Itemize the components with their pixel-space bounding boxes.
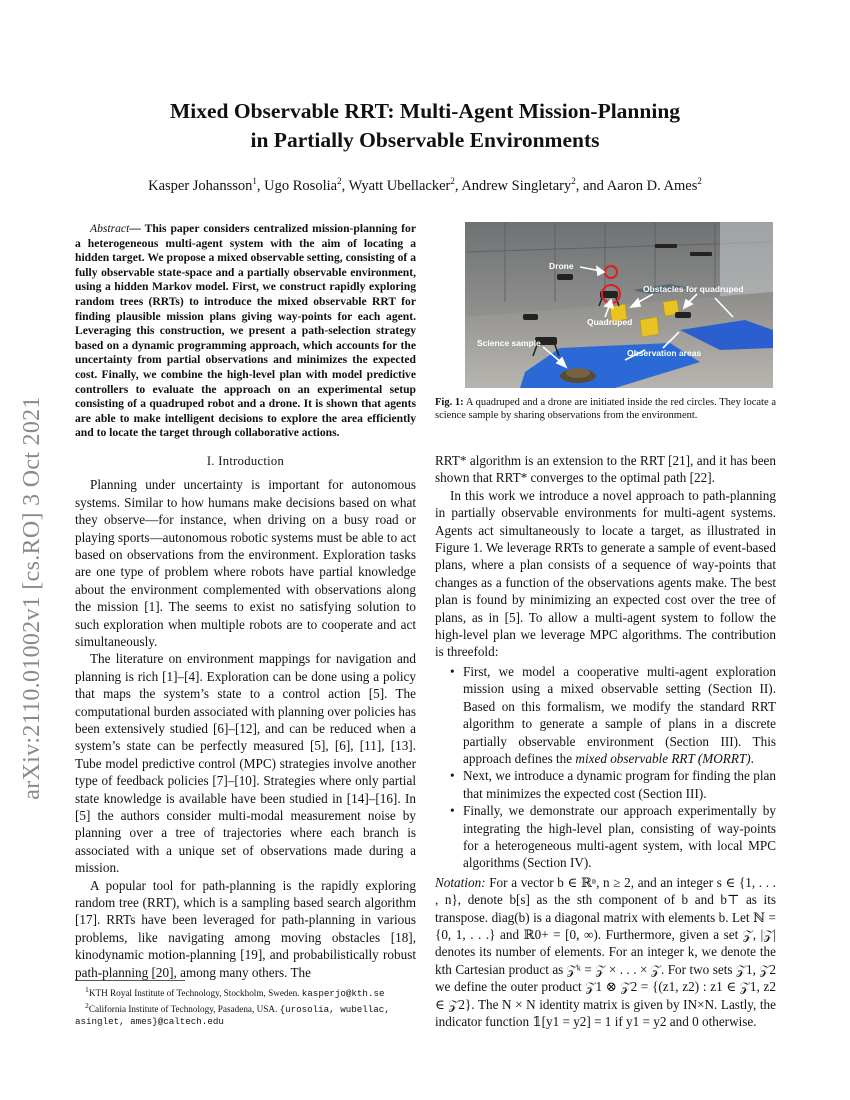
contribution-item-3: • Finally, we demonstrate our approach experimentally by integrating the high-level plan, consisting of way-points for a heterogeneous multi-agent system, with local MPC algorithms (Section IV). [450, 803, 776, 871]
bullet-icon: • [450, 768, 455, 784]
label-drone: Drone [549, 261, 574, 271]
bullet-icon: • [450, 803, 455, 819]
figure-1-illustration [465, 222, 773, 388]
label-observation-areas: Observation areas [627, 348, 702, 358]
section-heading-introduction: I. Introduction [206, 453, 285, 468]
left-column [75, 222, 416, 981]
label-obstacles: Obstacles for quadruped [643, 284, 744, 294]
contribution-item-2: • Next, we introduce a dynamic program for finding the plan that minimizes the expected cost (Section III). [450, 768, 776, 801]
label-science-sample: Science sample [477, 338, 541, 348]
figure-1-caption [435, 396, 776, 422]
notation-label: Notation: [435, 874, 486, 890]
footnote-1-email: kasperjo@kth.se [301, 988, 385, 1000]
author: Andrew Singletary$^2$, and [461, 176, 607, 194]
footnotes [75, 980, 416, 1028]
footnote-rule [75, 980, 185, 981]
bullet-icon: • [450, 663, 455, 679]
notation-paragraph [435, 874, 776, 1031]
figure-caption-label: Fig. 1: [435, 397, 464, 408]
abstract-text: — This paper considers centralized mission-planning for a heterogeneous multi-agent system with the aim of locating a hidden target. We propose a mixed observable setting, consisting of a fully observable state-space and a partially observable environment, using a hidden Markov model. First, we construct rapidly exploring random trees (RRTs) to introduce the mixed observable RRT for finding plausible mission plans giving way-points for each agent. Leveraging this construction, we present a path-selection strategy based on a dynamic programming approach, which accounts for the uncertainty from partial observations and minimizes the expected cost. Finally, we combine the high-level plan with model predictive controllers to evaluate the approach on an experimental setup consisting of a quadruped robot and a drone. It is shown that agents are able to make intelligent decisions to explore the area efficiently and to locate the target through collaborative actions. [75, 222, 416, 440]
right-column [435, 452, 776, 1030]
author: Aaron D. Ames$^2$ [606, 176, 702, 194]
intro-paragraph-1: Planning under uncertainty is important for autonomous systems. Similar to how humans make decisions based on what they observe—for instance, when driving on a busy road or playing sports—autonomous robotic systems must be able to act based on observations from the environment. Exploration tasks are one type of problem where robots have partial knowledge about the environment complemented with observations along the mission [1]. The seems to exist no satisfying solution to such exploration when multiple robots are to cooperate and act simultaneously. [75, 477, 416, 649]
right-paragraph-1: RRT* algorithm is an extension to the RRT [21], and it has been shown that RRT* converges to the optimal path [22]. [435, 453, 776, 486]
author: Wyatt Ubellacker$^2$, [348, 176, 462, 194]
footnote-1: $^1$KTH Royal Institute of Technology, Stockholm, Sweden. kasperjo@kth.se [85, 985, 385, 1000]
label-quadruped: Quadruped [587, 317, 633, 327]
intro-paragraph-3: A popular tool for path-planning is the rapidly exploring random tree (RRT), which is a sampling based search algorithm [17]. RRTs have been leveraged for path-planning in various problems, like navigating among moving obstacles [18], kinodynamic motion-planning [19], and probabilistically robust path-planning [20], among many others. The [75, 877, 416, 980]
arxiv-identifier: arXiv:2110.01002v1 [cs.RO] 3 Oct 2021 [19, 396, 45, 800]
paper-title [60, 97, 790, 155]
author-list [60, 176, 790, 195]
intro-paragraph-2: The literature on environment mappings for navigation and planning is rich [1]–[4]. Exploration can be done using a policy that maps the system’s state to a control action [5]. The computational burden associated with planning over policies has been extensively studied [6]–[12], and can be reduced when a system’s state can be perfectly measured [5], [6], [11], [13]. Tube model predictive control (MPC) strategies involve another type of feedback policies [7]–[10]. Strategies where only partial state knowledge is available have been studied in [14]–[16]. In [5] the authors consider multi-modal measurement noise by planning over a tree of trajectories where each branch is associated with a unique set of observations made during a mission. [75, 651, 416, 876]
contribution-item-1: • First, we model a cooperative multi-agent exploration mission using a mixed observable setting (Section II). Based on this formalism, we modify the standard RRT algorithm to generate a sample of plans in a discrete partially observable environment (Section III). This approach defines the mixed observable RRT (MORRT). [450, 663, 776, 766]
figure-1-photo [465, 222, 773, 388]
author: Ugo Rosolia$^2$, [264, 176, 349, 194]
author: Kasper Johansson$^1$, [148, 176, 265, 194]
notation-text: For a vector b ∈ ℝⁿ, n ≥ 2, and an integer s ∈ {1, . . . , n}, denote b[s] as the sth component of b and b⊤ as its transpose. diag(b) is a diagonal matrix with elements b. Let ℕ = {0, 1, . . .} and ℝ0+ = [0, ∞). Furthermore, given a set 𝒵, |𝒵| denotes its number of elements. For an integer k, we denote the kth Cartesian product as 𝒵ᵏ = 𝒵 × . . . × 𝒵. For two sets 𝒵1, 𝒵2 we define the outer product 𝒵1 ⊗ 𝒵2 = {(z1, z2) : z1 ∈ 𝒵1, z2 ∈ 𝒵2}. The N × N identity matrix is given by IN×N. Lastly, the indicator function 𝟙[y1 = y2] = 1 if y1 = y2 and 0 otherwise. [435, 874, 777, 1029]
footnote-2: $^2$California Institute of Technology, Pasadena, USA. {urosolia, wubellac, asinglet, ames}@caltech.edu [75, 1000, 390, 1027]
right-paragraph-2: In this work we introduce a novel approach to path-planning in partially observable environments for multi-agent systems. Agents act simultaneously to locate a target, as illustrated in Figure 1. We leverage RRTs to generate a sample of event-based plans, where a plan consists of a sequence of way-points that changes as a function of the observations agents make. The best plan is found by minimizing an expected cost over the tree of plans, as in [5]. To allow a multi-agent system to follow the high-level plan we leverage MPC algorithms. The contribution is threefold: [435, 487, 776, 660]
title-line-2: in Partially Observable Environments [250, 128, 600, 152]
abstract [75, 222, 416, 441]
title-line-1: Mixed Observable RRT: Multi-Agent Mission-Planning [169, 99, 681, 123]
footnote-2-email: {urosolia, wubellac, asinglet, ames}@caltech.edu [75, 1003, 390, 1027]
figure-caption-text: A quadruped and a drone are initiated inside the red circles. They locate a science sample by sharing observations from the environment. [435, 397, 777, 421]
abstract-label: Abstract [90, 222, 130, 235]
contribution-list [435, 663, 776, 872]
